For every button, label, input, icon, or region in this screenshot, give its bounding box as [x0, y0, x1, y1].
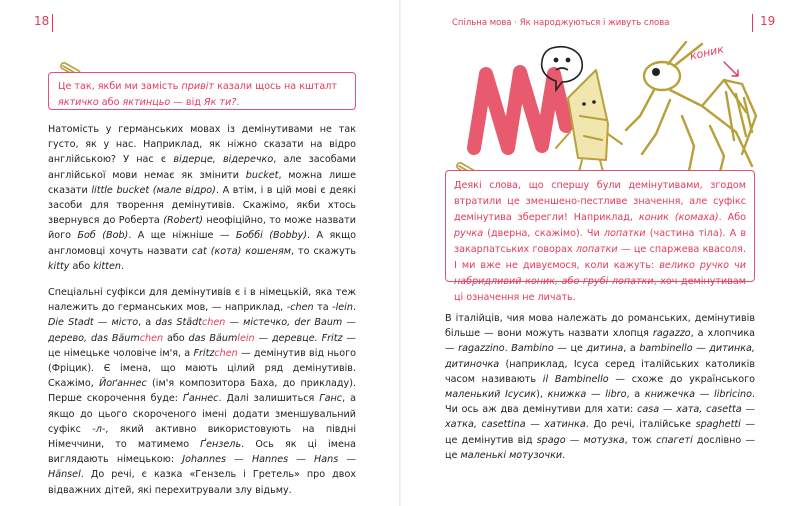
text-run: відерце, відеречко — [173, 154, 274, 166]
text-run: яктичко — [58, 97, 99, 108]
text-run: ручка — [454, 228, 484, 239]
text-run: . А якщо англомовці хочуть назвати — [48, 230, 357, 257]
text-run: маленький Ісусик — [445, 389, 537, 401]
text-run: . — [352, 302, 356, 314]
text-run: Боб (Bob) — [77, 230, 129, 242]
text-run: — — [586, 389, 606, 401]
page-number-rule-left — [52, 14, 53, 32]
text-run: Ганс — [319, 393, 343, 405]
page-number-right: 19 — [760, 14, 776, 28]
text-run: lein — [237, 332, 255, 344]
callout-box-left — [48, 72, 356, 110]
text-run: — від — [170, 97, 204, 108]
text-run: , а — [626, 389, 645, 401]
text-run: . Чи ось аж два демінутиви для хати: — [445, 389, 756, 416]
text-run: Johannes — Hannes — Hans — Hänsel — [48, 454, 356, 481]
text-run: ragazzo — [652, 328, 691, 340]
text-run: . Або — [718, 212, 746, 223]
text-run: bucket — [245, 169, 279, 181]
red-scribble — [474, 72, 566, 148]
illustration-label: коник — [688, 42, 726, 63]
text-run: il Bambinello — [542, 373, 609, 385]
text-run: kitten — [93, 260, 121, 272]
text-run: . А втім, і в цій мові є деякі засоби для творення демінутивів. Скажімо, якби хтось звернувся до Роберта — [48, 184, 356, 227]
text-run: привіт — [181, 81, 215, 92]
text-run: , а — [623, 343, 640, 355]
grasshopper-illustration — [456, 36, 770, 186]
text-run: little bucket (мале відро) — [91, 184, 216, 196]
text-run: bambinello — [639, 343, 693, 355]
text-run: яктинцьо — [122, 97, 171, 108]
text-run: casa — хата, casetta — хатка, casettina — хатинка — [445, 404, 755, 431]
text-run: Ґаннес — [183, 393, 219, 405]
text-run: ragazzino — [458, 343, 505, 355]
text-run: Fritz — [321, 332, 343, 344]
text-run: Це так, якби ми замість — [58, 81, 182, 92]
text-run: , тож — [624, 434, 657, 446]
page-number-left: 18 — [34, 14, 50, 28]
text-run: Натомість у германських мовах із демінутивами не так густо, як у нас. Наприклад, як ніжно сказати на відро англійською? У нас є — [48, 124, 356, 166]
text-run: Як ти? — [203, 97, 237, 108]
text-run: — це — [553, 343, 587, 355]
callout-text-right — [454, 178, 746, 306]
text-run: Йоґаннес — [99, 378, 147, 390]
text-run: libricino — [714, 389, 752, 401]
paragraph — [48, 122, 356, 274]
text-run: . — [504, 343, 512, 355]
text-run: дитинка, дитиночка — [445, 343, 755, 370]
text-run: або — [98, 97, 123, 108]
text-run: — схоже до українського — [608, 373, 755, 385]
text-run: . До речі, є казка «Гензель і Гретель» про двох відважних дітей, які перехитрували злу відьму. — [48, 469, 356, 496]
text-run: лопатки — [603, 228, 646, 239]
text-run: , але засобами англійської мови немає як змінити — [48, 154, 356, 181]
callout-text-left — [58, 79, 346, 111]
text-run: spago — мотузка — [536, 434, 625, 446]
text-run: . — [562, 449, 566, 461]
text-run: cat (кота) кошеням — [191, 245, 291, 257]
text-run: -lein — [332, 302, 353, 314]
text-run: -л- — [92, 423, 106, 435]
text-run: . — [120, 260, 124, 272]
text-run: , а — [138, 317, 156, 329]
text-run: Fritz — [193, 347, 215, 359]
text-run: або — [69, 260, 94, 272]
page-number-rule-right — [752, 14, 753, 32]
text-run: , а якщо до цього скороченого імені додати зменшувальний суфікс — [48, 393, 356, 435]
text-run: дослівно — це — [445, 434, 755, 461]
text-run: . А ще ніжніше — — [128, 230, 236, 242]
text-run: libro — [605, 389, 627, 401]
text-run: В італійців, чия мова належать до романських, демінутивів більше — вони можуть назвати хлопця — [445, 313, 755, 340]
text-run: ), — [536, 389, 548, 401]
text-run: -chen — [286, 302, 314, 314]
text-run: — це демінутив від — [445, 419, 755, 446]
text-run: Боббі (Bobby) — [235, 230, 308, 242]
text-run: chen — [214, 347, 238, 359]
text-run: chen — [201, 317, 226, 329]
text-run: спагеті — [656, 434, 693, 446]
text-run: книжка — [547, 389, 587, 401]
text-run: chen — [139, 332, 164, 344]
text-run: (дверна, скажімо). Чи — [483, 228, 604, 239]
text-run: das Bäum — [188, 332, 238, 344]
text-run: неофіційно, то може назвати його — [48, 215, 356, 242]
text-run: (наприклад, Ісуса серед італійських католиків часом називають — [445, 358, 755, 385]
text-run: , хоч демінутивам ці означення не личать. — [454, 276, 746, 303]
text-run: казали щось на кшталт — [214, 81, 337, 92]
running-head: Спільна мова · Як народжуються і живуть слова — [452, 18, 670, 28]
text-run: лопатки — [575, 244, 618, 255]
text-run: Ґензель — [200, 439, 242, 451]
text-run: — — [695, 389, 715, 401]
text-run: (Robert) — [163, 215, 203, 227]
text-run: Спеціальні суфікси для демінутивів є і в німецькій, яка теж належить до германських мов, — наприклад, — [48, 287, 356, 314]
paragraph — [445, 311, 755, 463]
text-run: , можна лише сказати — [48, 169, 356, 196]
text-run: kitty — [48, 260, 70, 272]
text-run: (частина тіла). А в закарпатських говорах — [454, 228, 747, 255]
text-run: маленькі мотузочки — [460, 449, 563, 461]
body-text-left — [48, 122, 356, 498]
text-run: — це німецьке чоловіче ім'я, а — [48, 332, 356, 359]
text-run: дитина — [586, 343, 624, 355]
text-run: , який активно використовують на півдні Німеччини, то матимемо — [48, 423, 356, 451]
text-run: Die Stadt — місто — [48, 317, 139, 329]
text-run: велико ручко чи набридливий коник, або грубі лопатки — [454, 260, 746, 287]
text-run: — демінутив від нього (Фріцик). Є імена, що мають цілий ряд демінутивів. Скажімо, — [48, 347, 356, 390]
text-run: та — [313, 302, 333, 314]
text-run: (ім'я композитора Баха, до прикладу). Перше скорочення буде: — [48, 378, 356, 405]
text-run: , а хлопчика — — [445, 328, 755, 355]
text-run: книжечка — [644, 389, 696, 401]
text-run: або — [163, 332, 189, 344]
arrow-icon — [724, 62, 738, 76]
text-run: das Städt — [155, 317, 202, 329]
text-run: — це спаржева квасоля. І ми вже не дивуємося, коли кажуть: — [454, 244, 746, 271]
text-run: spaghetti — [695, 419, 741, 431]
text-run: — — [692, 343, 710, 355]
text-run: . До речі, італійське — [585, 419, 696, 431]
text-run: . Ось як ці імена виглядають німецькою: — [48, 439, 356, 466]
text-run: , то скажуть — [291, 245, 356, 257]
text-run: коник (комаха) — [638, 212, 719, 223]
paragraph — [48, 285, 356, 498]
text-run: . — [236, 97, 240, 108]
callout-box-right — [445, 170, 755, 303]
text-run: — містечко, der Baum — дерево, das Bäum — [48, 317, 356, 344]
text-run: . Далі залишиться — [218, 393, 320, 405]
text-run: Bambino — [511, 343, 554, 355]
body-text-right — [445, 311, 755, 463]
text-run: — деревце. — [254, 332, 322, 344]
text-run: Деякі слова, що спершу були демінутивами, згодом втратили це зменшено-пестливе значення, але суфікс демінутива зберегли! Наприклад, — [454, 180, 746, 223]
page-gutter — [399, 0, 401, 506]
